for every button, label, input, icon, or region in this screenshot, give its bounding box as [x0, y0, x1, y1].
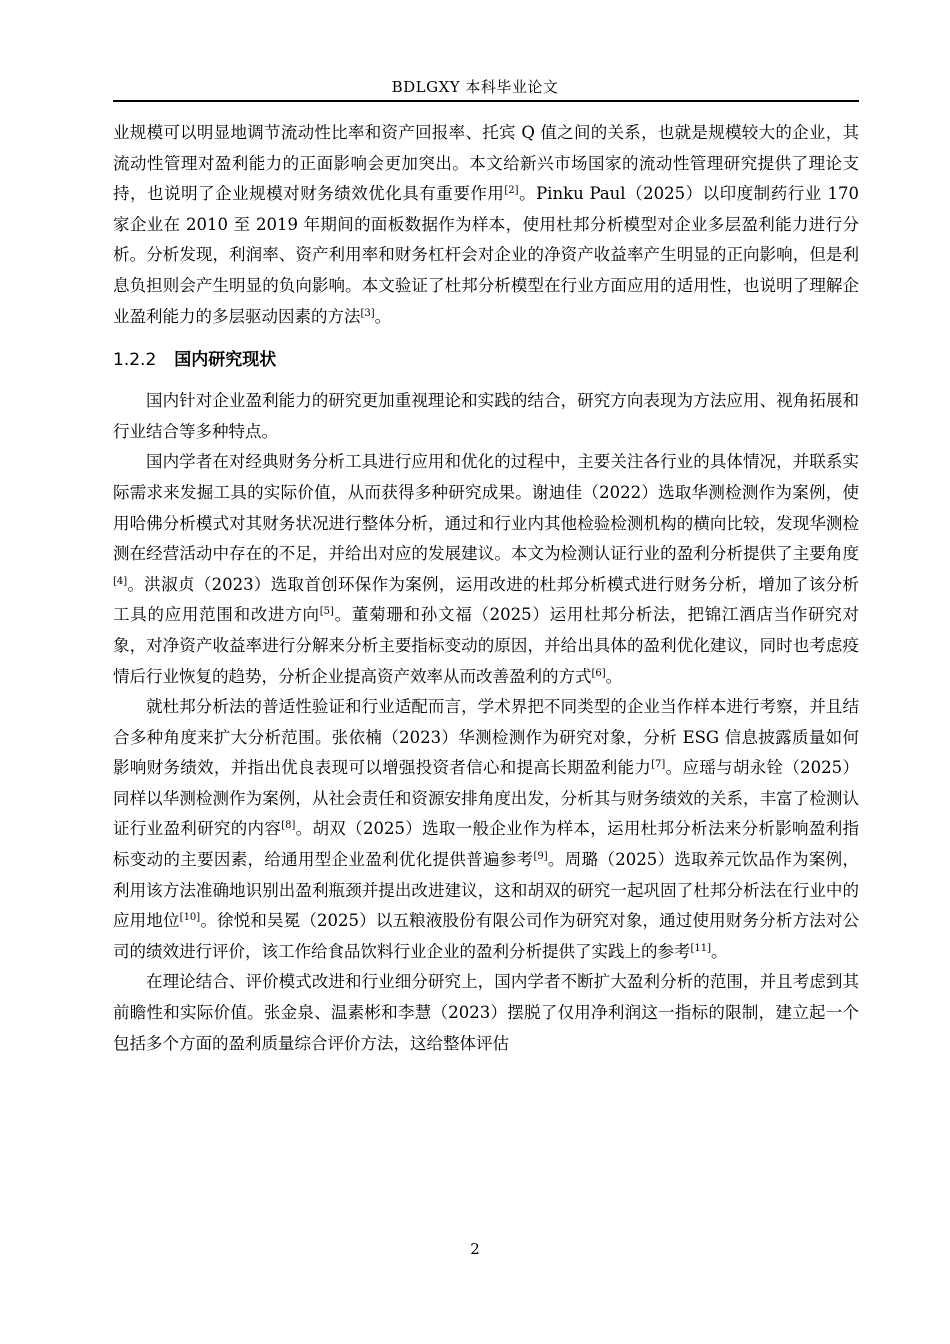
paragraph-text: 。徐悦和吴冕（2025）以五粮液股份有限公司作为研究对象，通过使用财务分析方法对公司的绩效进行评价，该工作给食品饮料行业企业的盈利分析提供了实践上的参考	[113, 911, 859, 961]
citation: [6]	[591, 667, 606, 679]
paragraph-text: 国内学者在对经典财务分析工具进行应用和优化的过程中，主要关注各行业的具体情况，并联系实际需求来发掘工具的实际价值，从而获得多种研究成果。谢迪佳（2022）选取华测检测作为案例，使用哈佛分析模式对其财务状况进行整体分析，通过和行业内其他检验检测机构的横向比较，发现华测检测在经营活动中存在的不足，并给出对应的发展建议。本文为检测认证行业的盈利分析提供了主要角度	[113, 452, 859, 564]
section-heading	[113, 346, 859, 374]
citation: [9]	[533, 851, 548, 863]
section-number: 1.2.2	[113, 350, 157, 371]
paragraph-text: 。周璐（2025）选取养元饮品作为案例，利用该方法准确地识别出盈利瓶颈并提出改进建议，这和胡双的研究一起巩固了杜邦分析法在行业中的应用地位	[113, 850, 859, 931]
citation: [2]	[504, 185, 519, 197]
paragraph-text: 。应瑶与胡永铨（2025）同样以华测检测作为案例，从社会责任和资源安排角度出发，分析其与财务绩效的关系，丰富了检测认证行业盈利研究的内容	[113, 758, 859, 839]
paragraph-text: 。	[711, 941, 728, 961]
continued-paragraph	[113, 118, 859, 332]
citation: [11]	[690, 942, 712, 954]
citation: [8]	[281, 820, 296, 832]
paragraph-text: 。胡双（2025）选取一般企业作为样本，运用杜邦分析法来分析影响盈利指标变动的主要因素，给通用型企业盈利优化提供普遍参考	[113, 819, 860, 870]
body-paragraph	[113, 967, 859, 1059]
running-header: BDLGXY 本科毕业论文	[391, 78, 559, 96]
paragraph-text: 。	[374, 306, 392, 326]
paragraph-text: 。洪淑贞（2023）选取首创环保作为案例，运用改进的杜邦分析模式进行财务分析，增加了该分析工具的应用范围和改进方向	[113, 574, 859, 625]
citation: [5]	[319, 606, 334, 618]
citation: [3]	[360, 307, 375, 319]
paragraph-text: 。董菊珊和孙文福（2025）运用杜邦分析法，把锦江酒店当作研究对象，对净资产收益率进行分解来分析主要指标变动的原因，并给出具体的盈利优化建议，同时也考虑疫情后行业恢复的趋势，分析企业提高资产效率从而改善盈利的方式	[113, 605, 859, 686]
body-paragraph	[113, 447, 859, 692]
section-title: 国内研究现状	[174, 350, 277, 371]
paragraph-text: 业规模可以明显地调节流动性比率和资产回报率、托宾 Q 值之间的关系，也就是规模较大的企业，其流动性管理对盈利能力的正面影响会更加突出。本文给新兴市场国家的流动性管理研究提供了理论支持，也说明了企业规模对财务绩效优化具有重要作用	[113, 123, 859, 204]
paragraph-text: 在理论结合、评价模式改进和行业细分研究上，国内学者不断扩大盈利分析的范围，并且考虑到其前瞻性和实际价值。张金泉、温素彬和李慧（2023）摆脱了仅用净利润这一指标的限制，建立起一个包括多个方面的盈利质量综合评价方法，这给整体评估	[113, 972, 859, 1053]
citation: [7]	[651, 759, 666, 771]
paragraph-text: 国内针对企业盈利能力的研究更加重视理论和实践的结合，研究方向表现为方法应用、视角拓展和行业结合等多种特点。	[113, 391, 859, 441]
paragraph-text: 就杜邦分析法的普适性验证和行业适配而言，学术界把不同类型的企业当作样本进行考察，并且结合多种角度来扩大分析范围。张依楠（2023）华测检测作为研究对象，分析 ESG 信息披露质量如何影响财务绩效，并指出优良表现可以增强投资者信心和提高长期盈利能力	[113, 697, 859, 778]
page-content	[113, 118, 859, 1059]
citation: [10]	[179, 912, 201, 924]
body-paragraph	[113, 386, 859, 447]
paragraph-text: 。Pinku Paul（2025）以印度制药行业 170 家企业在 2010 至 2019 年期间的面板数据作为样本，使用杜邦分析模型对企业多层盈利能力进行分析。分析发现，利润率、资产利用率和财务杠杆会对企业的净资产收益率产生明显的正向影响，但是利息负担则会产生明显的负向影响。本文验证了杜邦分析模型在行业方面应用的适用性，也说明了理解企业盈利能力的多层驱动因素的方法	[113, 184, 859, 326]
header-rule	[113, 100, 859, 102]
page-number: 2	[470, 1240, 480, 1258]
body-paragraph	[113, 692, 859, 967]
paragraph-text: 。	[605, 666, 623, 686]
citation: [4]	[113, 575, 128, 587]
